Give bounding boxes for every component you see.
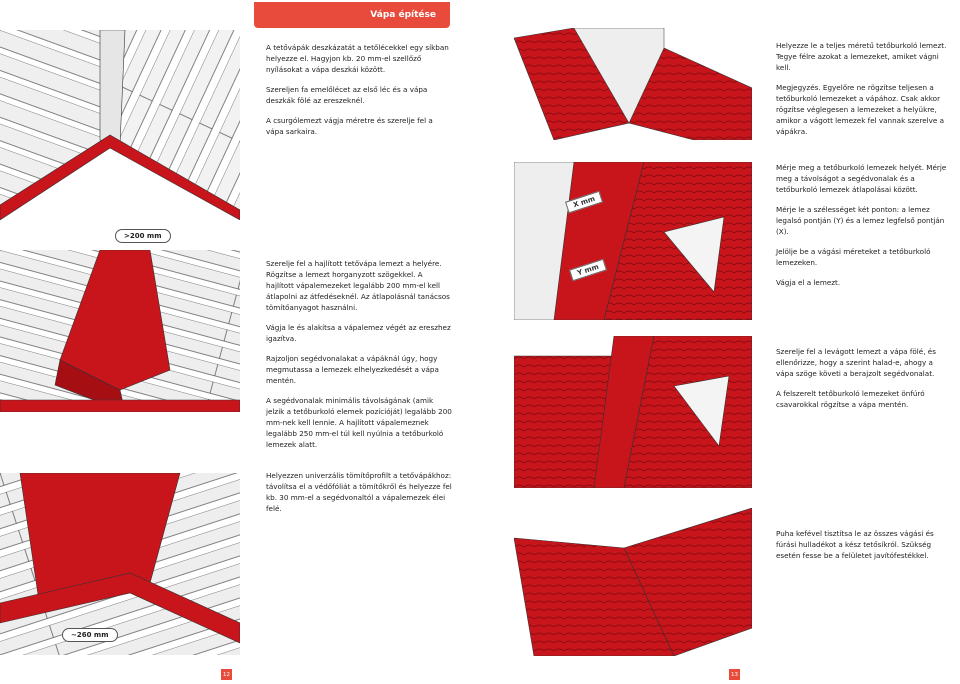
step-11-text — [776, 162, 948, 297]
measure-260-text: ~260 mm — [71, 631, 109, 639]
step-2: Szereljen fa emelőlécet az első léc és a vápa deszkák fölé az ereszeknél. — [266, 85, 428, 105]
step-7: A segédvonalak minimális távolságának (amik jelzik a tetőburkoló elemek pozícióját) legalább 200 mm-nek kell lennie. A hajlított vápalemeznek legalább 250 mm-el túl kell nyúlnia a tetőburkoló lemezek alatt. — [266, 396, 452, 449]
step-13: Jelölje be a vágási méreteket a tetőburkoló lemezeken. — [776, 247, 931, 267]
step-1-text — [266, 42, 452, 146]
step-9: Helyezze le a teljes méretű tetőburkoló lemezt. Tegye félre azokat a lemezeket, amiket vágni kell. — [776, 41, 947, 72]
step-15-text — [776, 346, 948, 419]
step-6: Rajzoljon segédvonalakat a vápáknál úgy, hogy megmutassa a lemezek elhelyezkedését a vápa mentén. — [266, 354, 439, 385]
step-5: Vágja le és alakítsa a vápalemez végét az ereszhez igazítva. — [266, 323, 451, 343]
measure-y-text: Y mm — [576, 262, 600, 278]
illustration-measure-xy — [514, 162, 752, 320]
measure-200-label — [115, 229, 171, 243]
illustration-finished-roof — [514, 508, 752, 656]
section-title: Vápa építése — [370, 10, 436, 20]
step-10: Megjegyzés. Egyelőre ne rögzítse teljesen a tetőburkoló lemezeket a vápához. Csak akkor rögzítse véglegesen a lemezeket a helyükre, amikor a vágott lemezek fel vannak szerelve a vápákra. — [776, 83, 945, 136]
step-15: Szerelje fel a levágott lemezt a vápa fölé, és ellenőrizze, hogy a szerint halad-e, ahogy a vápa szöge követi a berajzolt segédvonalat. — [776, 347, 936, 378]
illustration-valley-sheet — [0, 250, 240, 412]
step-1: A tetővápák deszkázatát a tetőlécekkel egy síkban helyezze el. Hagyjon kb. 20 mm-el szellőző nyílásokat a vápa deszkái között. — [266, 43, 449, 74]
measure-260-label — [62, 628, 118, 642]
step-16: A felszerelt tetőburkoló lemezeket önfúró csavarokkal rögzítse a vápa mentén. — [776, 389, 925, 409]
step-11: Mérje meg a tetőburkoló lemezek helyét. Mérje meg a távolságot a segédvonalak és a tetőburkoló lemezek átlapolásai között. — [776, 163, 947, 194]
step-8: Helyezzen univerzális tömítőprofilt a tetővápákhoz: távolítsa el a védőfóliát a tömítőkről és helyezze fel kb. 30 mm-el a segédvonaltól a vápalemezek élei felé. — [266, 471, 452, 513]
page-number-right — [729, 669, 740, 680]
step-12: Mérje le a szélességet két ponton: a lemez legalsó pontján (Y) és a lemez legfelső pontján (X). — [776, 205, 945, 236]
step-4: Szerelje fel a hajlított tetővápa lemezt a helyére. Rögzítse a lemezt horganyzott szögekkel. A hajlított vápalemezeket legalább 200 mm-el kell átlapolni az átfedéseknél. Az átlapolásnál tanácsos tömítőanyagot használni. — [266, 259, 450, 312]
measure-200-text: >200 mm — [124, 232, 162, 240]
step-3: A csurgólemezt vágja méretre és szerelje fel a vápa sarkaira. — [266, 116, 433, 136]
step-17: Puha kefével tisztítsa le az összes vágási és fúrási hulladékot a kész tetősíkról. Szükség esetén fesse be a felületet javítófestékkel. — [776, 529, 934, 560]
measure-x-text: X mm — [572, 194, 597, 210]
step-4-text — [266, 258, 452, 459]
step-17-text — [776, 528, 948, 570]
page-number-right-text: 13 — [731, 671, 738, 678]
page-number-left-text: 12 — [223, 671, 230, 678]
illustration-sealing-profile — [0, 473, 240, 655]
page-number-left — [221, 669, 232, 680]
step-14: Vágja el a lemezt. — [776, 278, 841, 287]
illustration-full-sheets — [514, 28, 752, 140]
step-8-text — [266, 470, 452, 523]
illustration-valley-boards — [0, 30, 240, 220]
section-title-tab — [254, 2, 450, 28]
step-9-text — [776, 40, 948, 146]
illustration-cut-sheet-fitted — [514, 336, 752, 488]
